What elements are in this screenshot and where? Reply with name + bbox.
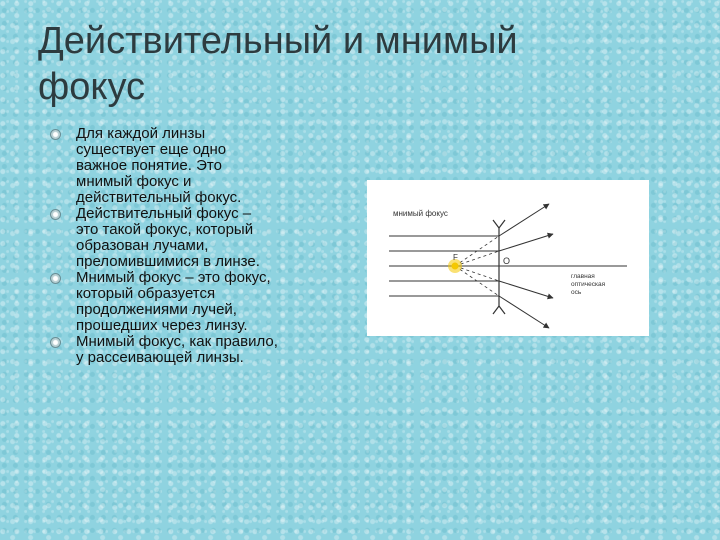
bullet-item-3: Мнимый фокус – это фокус, который образуется продолжениями лучей, прошедших через линзу. — [50, 270, 340, 334]
bullet-circle-icon — [50, 273, 61, 284]
bullet-item-1: Для каждой линзы существует еще одно важное понятие. Это мнимый фокус и действительный фокус. — [50, 126, 340, 206]
bullet-circle-icon — [50, 337, 61, 348]
axis-label-line-3: ось — [571, 289, 582, 296]
axis-label-line-1: главная — [571, 273, 595, 280]
bullet-list — [50, 126, 340, 366]
focus-point-icon — [452, 263, 459, 270]
axis-label-line-2: оптическая — [571, 281, 606, 288]
title-line-2: фокус — [38, 66, 146, 108]
virtual-focus-label: мнимый фокус — [393, 209, 448, 218]
bullet-item-4: Мнимый фокус, как правило, у рассеивающей линзы. — [50, 334, 340, 366]
title-line-1: Действительный и мнимый — [38, 20, 518, 62]
focus-label-f: F — [453, 253, 458, 262]
bullet-circle-icon — [50, 209, 61, 220]
diverging-lens-icon — [493, 220, 505, 314]
bullet-item-2: Действительный фокус – это такой фокус, который образован лучами, преломившимися в линзе. — [50, 206, 340, 270]
bullet-circle-icon — [50, 129, 61, 140]
optical-center-label-o: O — [503, 256, 511, 266]
slide-title — [38, 18, 598, 110]
lens-diagram — [367, 180, 649, 336]
